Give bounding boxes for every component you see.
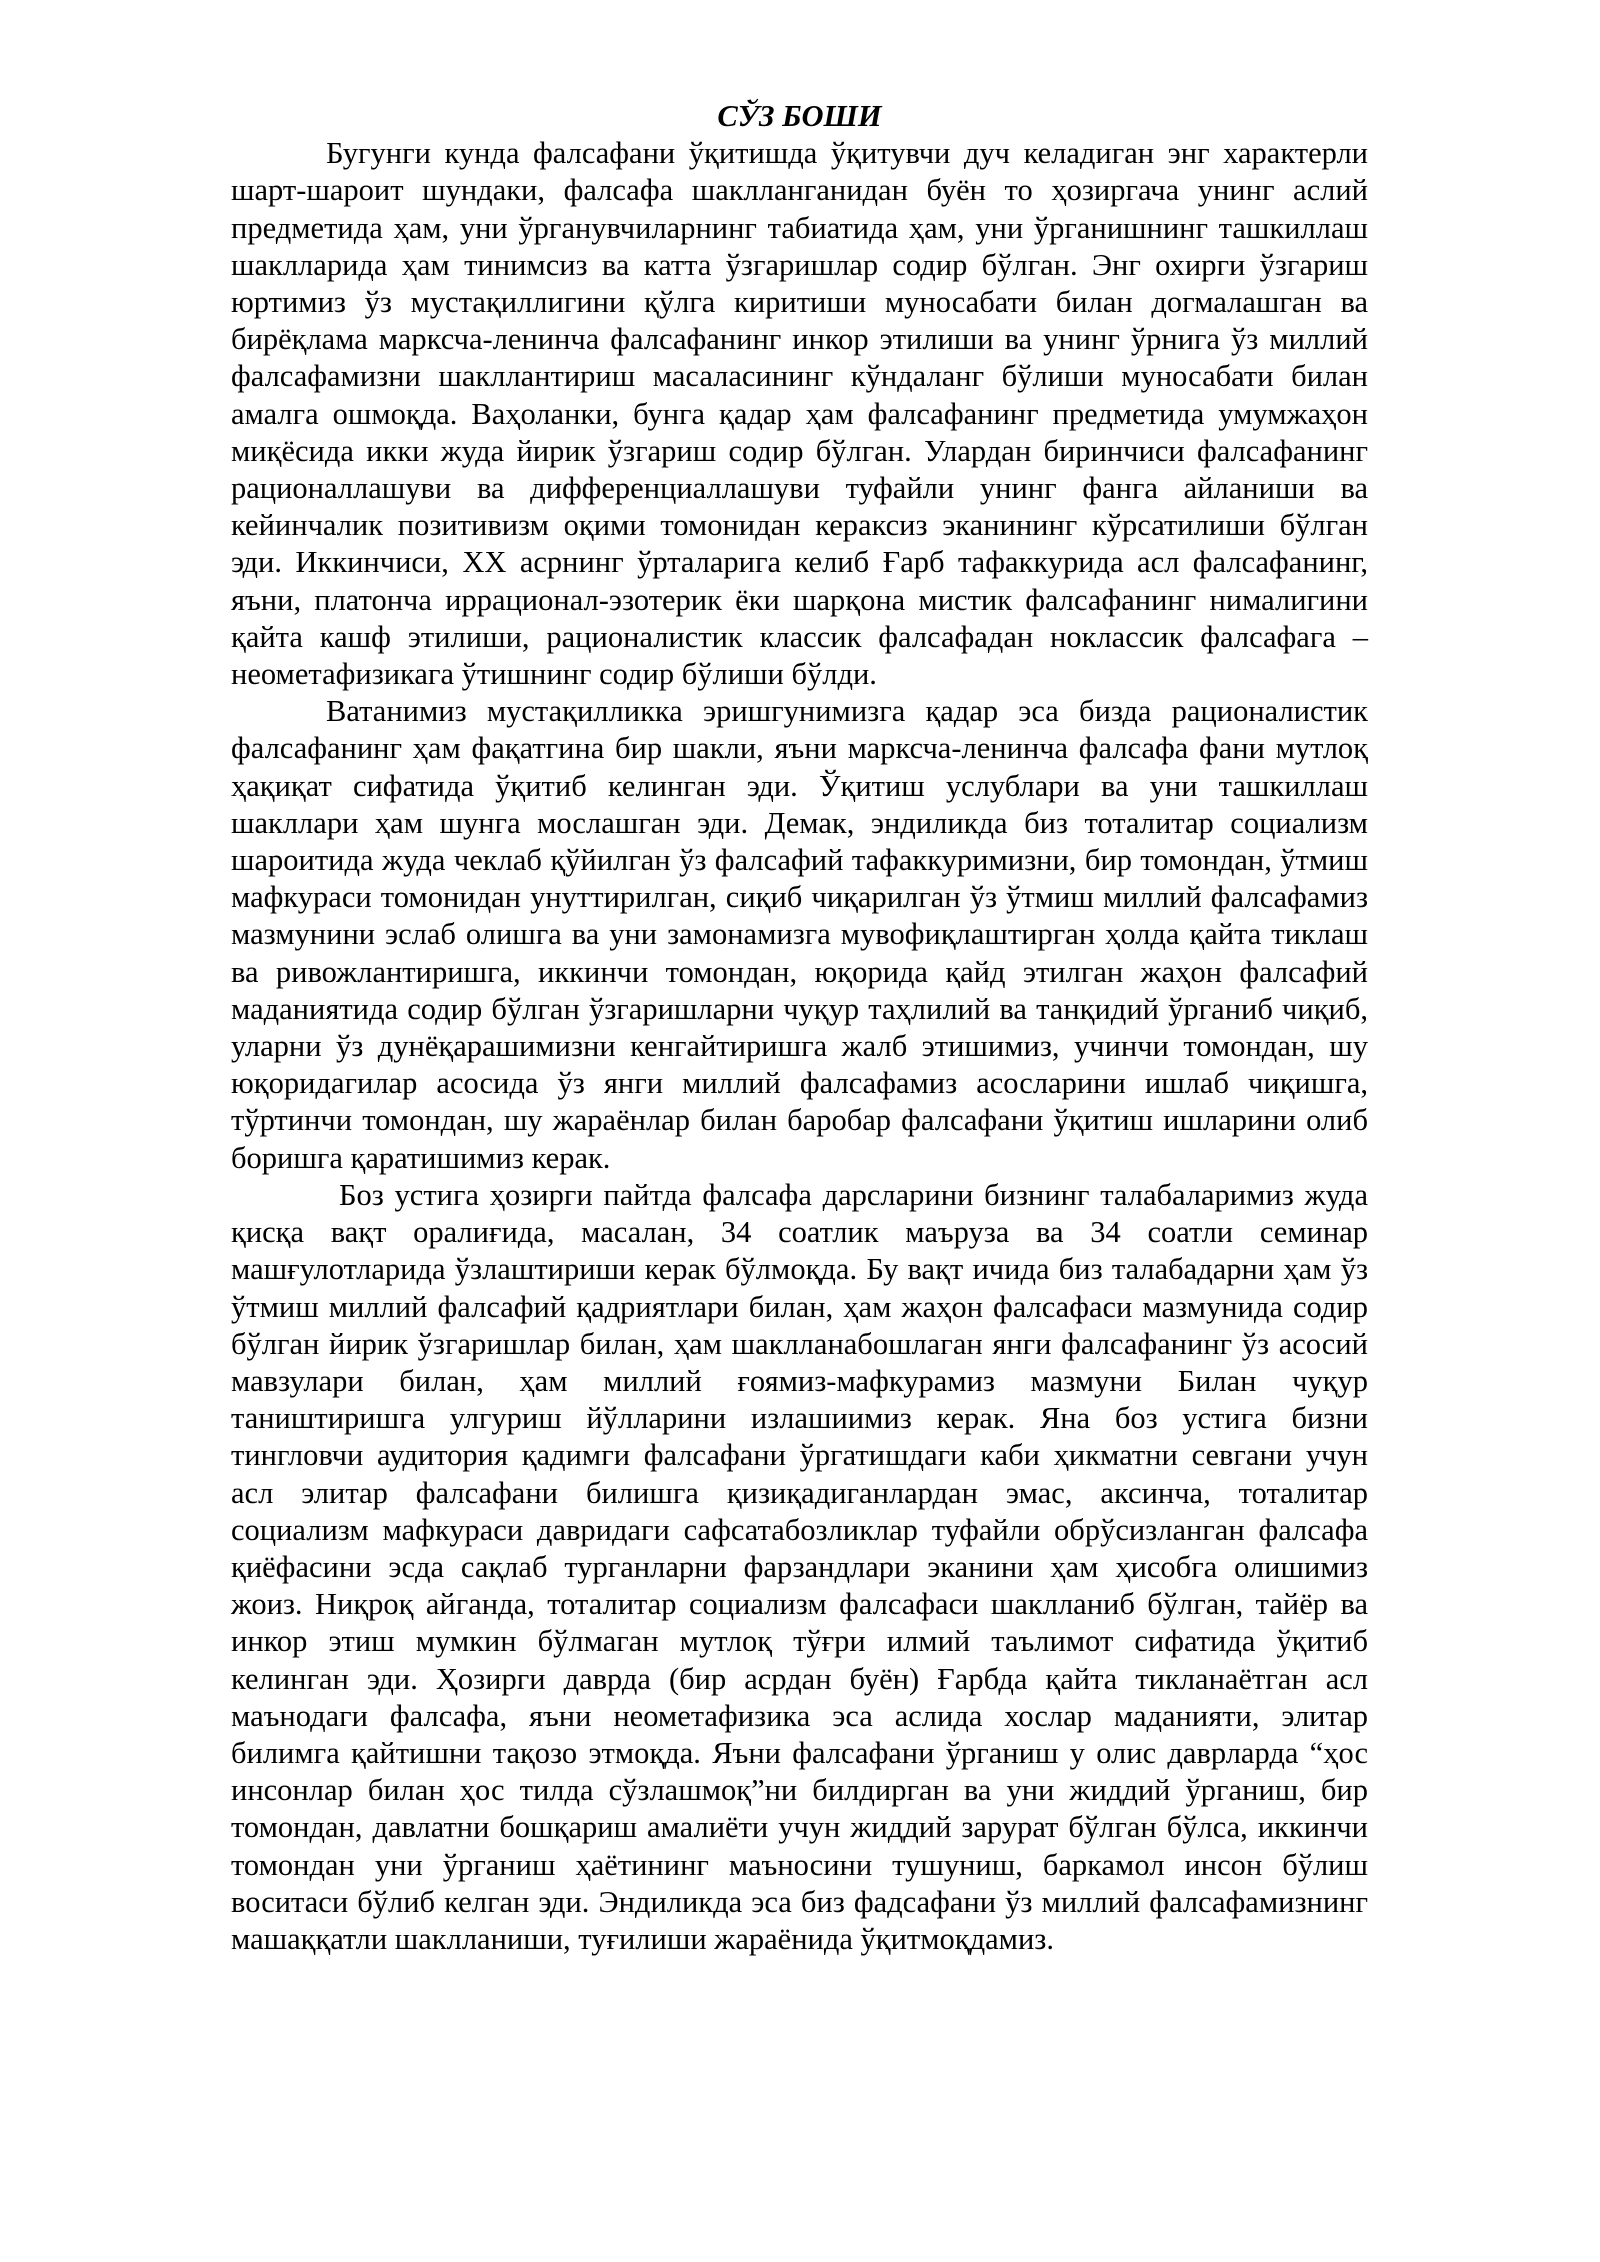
page-title: СЎЗ БОШИ: [717, 99, 882, 133]
paragraph-2: Ватанимиз мустақилликка эришгунимизга қадар эса бизда рационалистик фалсафанинг ҳам фақатгина бир шакли, яъни марксча-ленинча фалсафа фани мутлоқ ҳақиқат сифатида ўқитиб келинган эди. Ўқитиш услублари ва уни ташкиллаш шакллари ҳам шунга мослашган эди. Демак, эндиликда биз тоталитар социализм шароитида жуда чеклаб қўйилган ўз фалсафий тафаккуримизни, бир томондан, ўтмиш мафкураси томонидан унуттирилган, сиқиб чиқарилган ўз ўтмиш миллий фалсафамиз мазмунини эслаб олишга ва уни замонамизга мувофиқлаштирган ҳолда қайта тиклаш ва ривожлантиришга, иккинчи томондан, юқорида қайд этилган жаҳон фалсафий маданиятида содир бўлган ўзгаришларни чуқур таҳлилий ва танқидий ўрганиб чиқиб, уларни ўз дунёқарашимизни кенгайтиришга жалб этишимиз, учинчи томондан, шу юқоридагилар асосида ўз янги миллий фалсафамиз асосларини ишлаб чиқишга, тўртинчи томондан, шу жараёнлар билан баробар фалсафани ўқитиш ишларини олиб боришга қаратишимиз керак.: [231, 694, 1368, 1175]
document-body: [231, 98, 1368, 1958]
paragraph-1: Бугунги кунда фалсафани ўқитишда ўқитувчи дуч келадиган энг характерли шарт-шароит шундаки, фалсафа шаклланганидан буён то ҳозиргача унинг аслий предметида ҳам, уни ўрганувчиларнинг табиатида ҳам, уни ўрганишнинг ташкиллаш шаклларида ҳам тинимсиз ва катта ўзгаришлар содир бўлган. Энг охирги ўзгариш юртимиз ўз мустақиллигини қўлга киритиши муносабати билан догмалашган ва бирёқлама марксча-ленинча фалсафанинг инкор этилиши ва унинг ўрнига ўз миллий фалсафамизни шакллантириш масаласининг кўндаланг бўлиши муносабати билан амалга ошмоқда. Ваҳоланки, бунга қадар ҳам фалсафанинг предметида умумжаҳон миқёсида икки жуда йирик ўзгариш содир бўлган. Улардан биринчиси фалсафанинг рационаллашуви ва дифференциаллашуви туфайли унинг фанга айланиши ва кейинчалик позитивизм оқими томонидан кераксиз эканининг кўрсатилиши бўлган эди. Иккинчиси, XX асрнинг ўрталарига келиб Ғарб тафаккурида асл фалсафанинг, яъни, платонча иррационал-эзотерик ёки шарқона мистик фалсафанинг нималигини қайта кашф этилиши, рационалистик классик фалсафадан ноклассик фалсафага – неометафизикага ўтишнинг содир бўлиши бўлди.: [231, 136, 1368, 692]
paragraph-3: Боз устига ҳозирги пайтда фалсафа дарсларини бизнинг талабаларимиз жуда қисқа вақт оралиғида, масалан, 34 соатлик маъруза ва 34 соатли семинар машғулотларида ўзлаштириши керак бўлмоқда. Бу вақт ичида биз талабадарни ҳам ўз ўтмиш миллий фалсафий қадриятлари билан, ҳам жаҳон фалсафаси мазмунида содир бўлган йирик ўзгаришлар билан, ҳам шаклланабошлаган янги фалсафанинг ўз асосий мавзулари билан, ҳам миллий ғоямиз-мафкурамиз мазмуни Билан чуқур таништиришга улгуриш йўлларини излашиимиз керак. Яна боз устига бизни тингловчи аудитория қадимги фалсафани ўргатишдаги каби ҳикматни севгани учун асл элитар фалсафани билишга қизиқадиганлардан эмас, аксинча, тоталитар социализм мафкураси давридаги сафсатабозликлар туфайли обрўсизланган фалсафа қиёфасини эсда сақлаб турганларни фарзандлари эканини ҳам ҳисобга олишимиз жоиз. Ниқроқ айганда, тоталитар социализм фалсафаси шаклланиб бўлган, тайёр ва инкор этиш мумкин бўлмаган мутлоқ тўғри илмий таълимот сифатида ўқитиб келинган эди. Ҳозирги даврда (бир асрдан буён) Ғарбда қайта тикланаётган асл маънодаги фалсафа, яъни неометафизика эса аслида хослар маданияти, элитар билимга қайтишни тақозо этмоқда. Яъни фалсафани ўрганиш у олис даврларда “ҳос инсонлар билан ҳос тилда сўзлашмоқ”ни билдирган ва уни жиддий ўрганиш, бир томондан, давлатни бошқариш амалиёти учун жиддий зарурат бўлган бўлса, иккинчи томондан уни ўрганиш ҳаётининг маъносини тушуниш, баркамол инсон бўлиш воситаси бўлиб келган эди. Эндиликда эса биз фадсафани ўз миллий фалсафамизнинг машаққатли шаклланиши, туғилиши жараёнида ўқитмоқдамиз.: [231, 1177, 1368, 1956]
